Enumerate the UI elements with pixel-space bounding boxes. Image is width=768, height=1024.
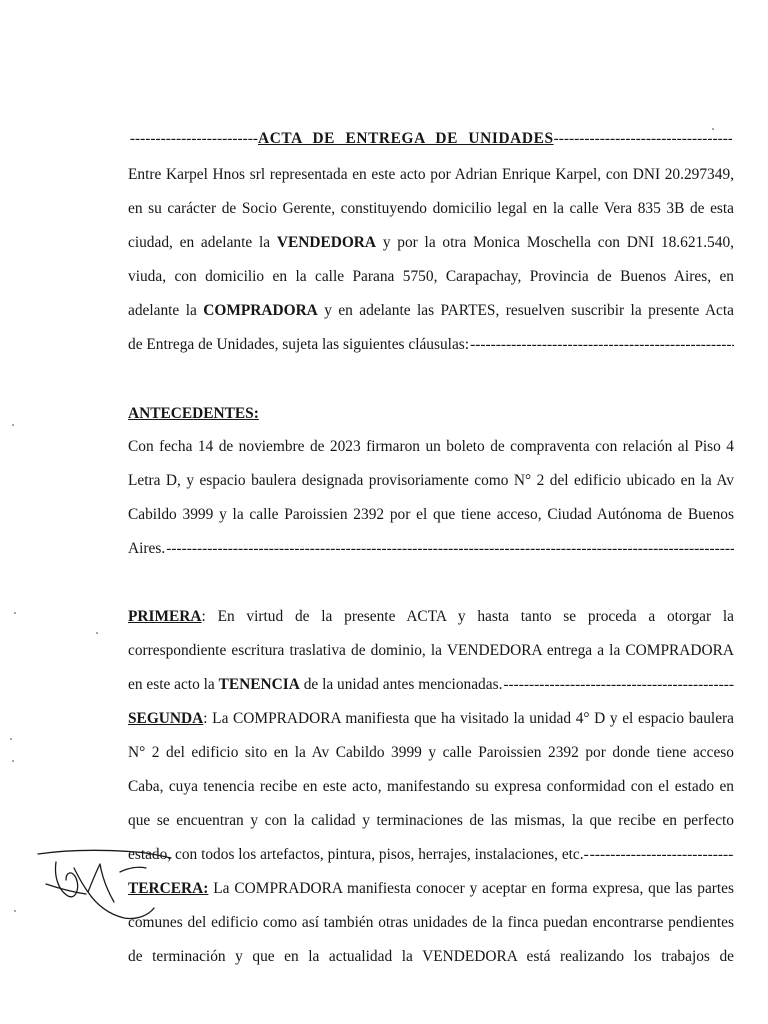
title-text: ACTA DE ENTREGA DE UNIDADES — [258, 130, 554, 147]
clause-primera: PRIMERA: En virtud de la presente ACTA y hasta tanto se proceda a otorgar la — [128, 608, 734, 625]
antecedentes-line: Con fecha 14 de noviembre de 2023 firmaron un boleto de compraventa con relación al Piso 4 — [128, 438, 734, 455]
clause-primera-line: correspondiente escritura traslativa de dominio, la VENDEDORA entrega a la COMPRADORA — [128, 642, 734, 659]
clause-segunda-line: que se encuentran y con la calidad y terminaciones de las mismas, la que recibe en perfecto — [128, 812, 734, 829]
intro-line: de Entrega de Unidades, sujeta las siguientes cláusulas: ----- — [128, 335, 734, 355]
scan-speck — [712, 128, 714, 130]
section-heading-antecedentes: ANTECEDENTES: — [128, 405, 259, 422]
tenencia-term: TENENCIA — [218, 676, 300, 693]
antecedentes-line: Cabildo 3999 y la calle Paroissien 2392 por el que tiene acceso, Ciudad Autónoma de Buenos — [128, 506, 734, 523]
document-title — [130, 129, 732, 149]
antecedentes-line: Aires. ----- — [128, 539, 734, 559]
clause-segunda-line: N° 2 del edificio sito en la Av Cabildo 3999 y calle Paroissien 2392 por donde tiene acceso — [128, 744, 734, 761]
clause-tercera-line: de terminación y que en la actualidad la VENDEDORA está realizando los trabajos de — [128, 948, 734, 965]
handwritten-signature — [36, 832, 156, 932]
clause-segunda-line: Caba, cuya tenencia recibe en este acto, manifestando su expresa conformidad con el estado en — [128, 778, 734, 795]
title-trailing-dashes — [554, 129, 732, 149]
scan-speck — [10, 738, 12, 740]
clause-segunda-line: estado, con todos los artefactos, pintura, pisos, herrajes, instalaciones, etc.- ----- — [128, 845, 734, 865]
title-leading-dashes — [130, 129, 258, 149]
clause-tercera: TERCERA: La COMPRADORA manifiesta conocer y aceptar en forma expresa, que las partes — [128, 880, 734, 897]
vendedora-term: VENDEDORA — [276, 234, 377, 251]
clause-label-primera: PRIMERA — [128, 608, 202, 625]
clause-tercera-line: comunes del edificio como así también otras unidades de la finca puedan encontrarse pendientes — [128, 914, 734, 931]
clause-segunda: SEGUNDA: La COMPRADORA manifiesta que ha visitado la unidad 4° D y el espacio baulera — [128, 710, 734, 727]
scan-speck — [12, 424, 14, 426]
clause-label-tercera: TERCERA: — [128, 880, 209, 897]
clause-label-segunda: SEGUNDA — [128, 710, 204, 727]
clause-primera-line: en este acto la TENENCIA de la unidad antes mencionadas. ----- — [128, 675, 734, 695]
intro-line: en su carácter de Socio Gerente, constituyendo domicilio legal en la calle Vera 835 3B de esta — [128, 200, 734, 217]
scan-speck — [96, 632, 98, 634]
intro-line: ciudad, en adelante la VENDEDORA y por la otra Monica Moschella con DNI 18.621.540, — [128, 234, 734, 251]
compradora-term: COMPRADORA — [203, 302, 318, 319]
scan-speck — [14, 910, 16, 912]
scan-speck — [12, 760, 14, 762]
intro-line: adelante la COMPRADORA y en adelante las PARTES, resuelven suscribir la presente Acta — [128, 302, 734, 319]
antecedentes-line: Letra D, y espacio baulera designada provisoriamente como N° 2 del edificio ubicado en la Av — [128, 472, 734, 489]
intro-line: Entre Karpel Hnos srl representada en este acto por Adrian Enrique Karpel, con DNI 20.297349, — [128, 166, 734, 183]
intro-line: viuda, con domicilio en la calle Parana 5750, Carapachay, Provincia de Buenos Aires, en — [128, 268, 734, 285]
scan-speck — [14, 612, 16, 614]
